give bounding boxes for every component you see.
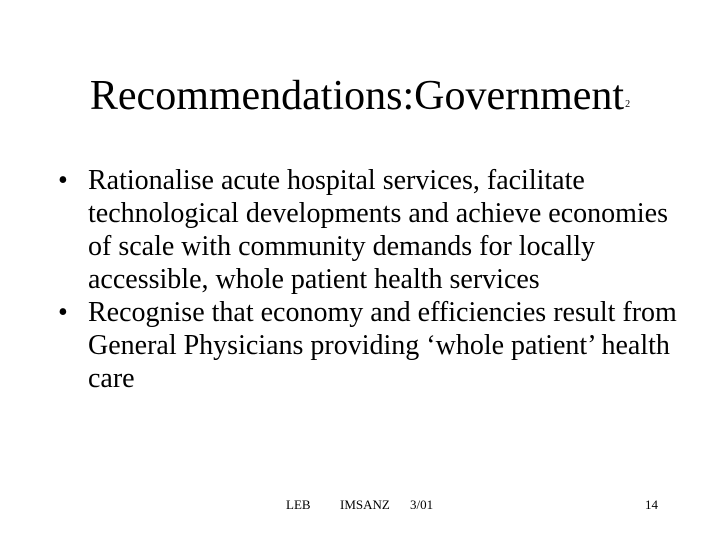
footer-organisation: IMSANZ [340, 497, 390, 512]
bullet-item [58, 164, 698, 296]
bullet-item [58, 296, 698, 395]
footer-author: LEB [286, 497, 311, 512]
slide-title [0, 70, 720, 133]
bullet-marker: • [58, 165, 68, 196]
bullet-marker: • [58, 297, 68, 328]
slide-title-text: Recommendations:Government [89, 73, 625, 119]
footer-date: 3/01 [410, 497, 434, 512]
footer-page-number: 14 [645, 497, 658, 512]
bullet-list [58, 164, 698, 395]
bullet-text: Rationalise acute hospital services, facilitate technological developments and achieve economies of scale with community demands for locally accessible, whole patient health services [88, 165, 669, 295]
slide-title-suffix: 2 [625, 99, 631, 110]
bullet-text: Recognise that economy and efficiencies result from General Physicians providing ‘whole patient’ health care [88, 297, 677, 394]
